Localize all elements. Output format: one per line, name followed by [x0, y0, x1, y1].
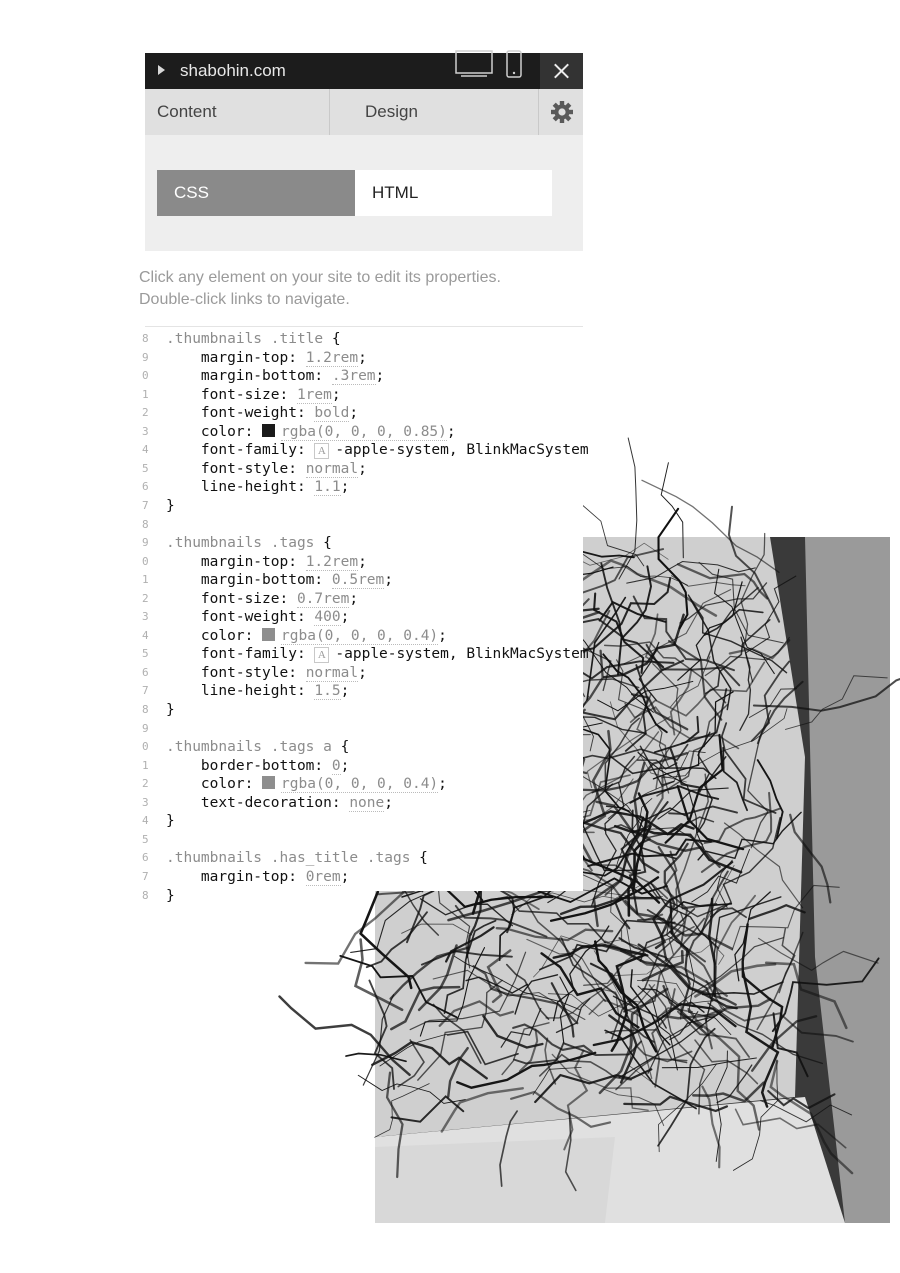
- css-value[interactable]: 1.2rem: [305, 553, 359, 570]
- code-line[interactable]: [142, 627, 605, 645]
- line-number: 4: [142, 443, 149, 457]
- code-line[interactable]: [142, 868, 605, 886]
- css-token: ;: [438, 776, 447, 793]
- code-line[interactable]: [142, 534, 605, 552]
- line-number: 0: [142, 554, 149, 568]
- code-line[interactable]: [142, 849, 605, 867]
- css-token: ;: [349, 590, 359, 607]
- code-line[interactable]: [142, 349, 605, 367]
- line-number: 4: [142, 628, 149, 642]
- css-value[interactable]: none: [349, 794, 385, 811]
- line-number: 9: [142, 350, 149, 364]
- code-line[interactable]: [142, 720, 605, 738]
- code-text: [166, 738, 349, 756]
- css-value[interactable]: 1.5: [314, 683, 341, 700]
- css-token: margin-bottom:: [166, 368, 332, 385]
- css-token: ;: [384, 794, 393, 811]
- css-token: font-size:: [166, 590, 297, 607]
- line-number: 3: [142, 610, 149, 624]
- code-text: [166, 608, 349, 626]
- code-line[interactable]: [142, 478, 605, 496]
- css-value[interactable]: 0rem: [305, 868, 341, 885]
- help-text-line-2: Double-click links to navigate.: [139, 291, 350, 308]
- code-line[interactable]: [142, 812, 605, 830]
- code-line[interactable]: [142, 404, 605, 422]
- css-token: ;: [384, 572, 393, 589]
- font-preview-icon[interactable]: A: [314, 443, 329, 459]
- css-selector: .thumbnails .tags: [166, 535, 324, 552]
- css-token: ;: [331, 386, 341, 403]
- css-token: ;: [438, 627, 447, 644]
- css-token: font-style:: [166, 460, 306, 477]
- line-number: 8: [142, 888, 149, 902]
- code-text: [166, 794, 393, 812]
- css-value[interactable]: 400: [314, 609, 341, 626]
- css-token: }: [166, 497, 175, 514]
- line-number: 5: [142, 647, 149, 661]
- line-number: 9: [142, 721, 149, 735]
- code-line[interactable]: [142, 608, 605, 626]
- line-number: 8: [142, 517, 149, 531]
- css-token: ;: [446, 423, 456, 440]
- css-token: {: [323, 535, 332, 552]
- line-number: 3: [142, 795, 149, 809]
- code-text: [166, 775, 447, 793]
- css-token: font-weight:: [166, 609, 315, 626]
- css-token: -apple-system, BlinkMacSystem: [335, 646, 589, 663]
- close-icon[interactable]: [540, 53, 583, 89]
- css-token: color:: [166, 423, 263, 440]
- code-type-selector: [145, 135, 583, 251]
- code-text: [166, 386, 341, 404]
- line-number: 4: [142, 814, 149, 828]
- css-selector: .thumbnails .has_title .tags: [166, 850, 420, 867]
- code-line[interactable]: [142, 645, 605, 663]
- code-line[interactable]: [142, 571, 605, 589]
- html-toggle-button[interactable]: HTML: [355, 170, 552, 216]
- code-line[interactable]: [142, 775, 605, 793]
- line-number: 1: [142, 387, 149, 401]
- css-token: font-style:: [166, 664, 306, 681]
- css-code-editor[interactable]: [142, 326, 589, 904]
- code-line[interactable]: [142, 386, 605, 404]
- help-text-line-1: Click any element on your site to edit its properties.: [139, 269, 501, 286]
- css-value[interactable]: 0: [331, 757, 341, 774]
- code-line[interactable]: [142, 738, 605, 756]
- css-token: {: [340, 739, 350, 756]
- css-token: ;: [349, 405, 359, 422]
- code-line[interactable]: [142, 553, 605, 571]
- code-text: [166, 497, 175, 515]
- color-swatch-icon[interactable]: [262, 776, 275, 789]
- panel-tabs: [145, 89, 583, 135]
- line-number: 3: [142, 424, 149, 438]
- css-token: {: [419, 850, 428, 867]
- line-number: 0: [142, 369, 149, 383]
- line-number: 8: [142, 332, 149, 345]
- css-token: color:: [166, 627, 263, 644]
- desktop-icon[interactable]: [455, 53, 493, 77]
- css-token: ;: [358, 349, 367, 366]
- css-token: ;: [340, 868, 350, 885]
- line-number: 6: [142, 851, 149, 865]
- code-text: [166, 627, 447, 645]
- code-line[interactable]: [142, 757, 605, 775]
- code-text: [166, 553, 367, 571]
- css-token: ;: [358, 664, 367, 681]
- editor-panel: [139, 53, 589, 904]
- css-value[interactable]: bold: [314, 405, 350, 422]
- code-text: [166, 367, 384, 385]
- css-value[interactable]: 1.2rem: [305, 349, 359, 366]
- code-text: [166, 887, 175, 905]
- css-token: font-family:: [166, 646, 315, 663]
- line-number: 0: [142, 740, 149, 754]
- css-value[interactable]: 1.1: [314, 479, 341, 496]
- code-text: [166, 404, 358, 422]
- code-text: [166, 664, 367, 682]
- help-text: [139, 267, 599, 311]
- code-line[interactable]: [142, 682, 605, 700]
- code-text: [166, 590, 358, 608]
- font-preview-icon[interactable]: A: [314, 647, 329, 663]
- tab-content[interactable]: Content: [145, 89, 330, 135]
- code-line[interactable]: [142, 701, 605, 719]
- code-line[interactable]: [142, 330, 605, 348]
- code-text: [166, 571, 393, 589]
- code-text: [166, 460, 367, 478]
- code-line[interactable]: [142, 887, 605, 905]
- line-number: 7: [142, 869, 149, 883]
- code-text: [166, 868, 349, 886]
- css-token: }: [166, 702, 175, 718]
- code-line[interactable]: [142, 516, 605, 534]
- css-token: line-height:: [166, 479, 315, 496]
- line-number: 7: [142, 684, 149, 698]
- browser-bar: [145, 53, 583, 89]
- gear-icon[interactable]: [539, 89, 583, 135]
- css-value[interactable]: rgba(0, 0, 0, 0.4): [281, 627, 439, 644]
- color-swatch-icon[interactable]: [262, 628, 275, 641]
- line-number: 2: [142, 406, 149, 420]
- css-token: line-height:: [166, 683, 315, 700]
- line-number: 9: [142, 536, 149, 550]
- code-line[interactable]: [142, 590, 605, 608]
- code-line[interactable]: [142, 794, 605, 812]
- tab-design[interactable]: Design: [331, 89, 539, 135]
- css-token: ;: [340, 757, 350, 774]
- css-token: border-bottom:: [166, 757, 332, 774]
- line-number: 7: [142, 498, 149, 512]
- css-token: margin-top:: [166, 553, 306, 570]
- css-token: margin-bottom:: [166, 572, 332, 589]
- css-value[interactable]: 0.5rem: [331, 572, 385, 589]
- css-value[interactable]: rgba(0, 0, 0, 0.4): [281, 776, 439, 793]
- css-token: font-weight:: [166, 405, 315, 422]
- css-token: ;: [340, 479, 350, 496]
- code-text: [166, 701, 175, 719]
- code-text: [166, 478, 349, 496]
- css-token: }: [166, 887, 175, 904]
- line-number: 2: [142, 591, 149, 605]
- code-line[interactable]: [142, 441, 605, 459]
- css-value[interactable]: 0.7rem: [296, 590, 350, 607]
- line-number: 1: [142, 758, 149, 772]
- css-token: text-decoration:: [166, 794, 350, 811]
- css-value[interactable]: .3rem: [331, 368, 376, 385]
- code-line[interactable]: [142, 460, 605, 478]
- code-text: [166, 645, 589, 663]
- css-token: ;: [358, 553, 367, 570]
- css-token: ;: [340, 683, 350, 700]
- line-number: 6: [142, 480, 149, 494]
- css-value[interactable]: rgba(0, 0, 0, 0.85): [281, 423, 447, 440]
- code-text: [166, 812, 175, 830]
- line-number: 6: [142, 665, 149, 679]
- css-token: ;: [375, 368, 385, 385]
- code-text: [166, 441, 589, 459]
- code-line[interactable]: [142, 367, 605, 385]
- css-value[interactable]: 1rem: [296, 386, 332, 403]
- css-token: {: [331, 331, 341, 347]
- line-number: 5: [142, 461, 149, 475]
- css-value[interactable]: normal: [305, 460, 359, 477]
- code-line[interactable]: [142, 831, 605, 849]
- color-swatch-icon[interactable]: [262, 424, 275, 437]
- code-text: [166, 349, 367, 367]
- site-url[interactable]: shabohin.com: [180, 61, 286, 80]
- css-selector: .thumbnails .tags a: [166, 739, 341, 756]
- code-text: [166, 757, 349, 775]
- line-number: 2: [142, 777, 149, 791]
- css-token: ;: [358, 460, 367, 477]
- css-token: }: [166, 813, 175, 830]
- css-token: -apple-system, BlinkMacSystem: [335, 442, 589, 459]
- css-token: font-family:: [166, 442, 315, 459]
- line-number: 8: [142, 703, 149, 716]
- css-token: margin-top:: [166, 868, 306, 885]
- code-line[interactable]: [142, 423, 605, 441]
- code-line[interactable]: [142, 497, 605, 515]
- code-text: [166, 682, 349, 700]
- css-token: font-size:: [166, 386, 297, 403]
- css-token: ;: [340, 609, 350, 626]
- code-text: [166, 330, 341, 348]
- code-line[interactable]: [142, 664, 605, 682]
- line-number: 5: [142, 832, 149, 846]
- css-value[interactable]: normal: [305, 664, 359, 681]
- line-number: 1: [142, 573, 149, 587]
- code-text: [166, 534, 332, 552]
- css-token: color:: [166, 776, 263, 793]
- css-selector: .thumbnails .title: [166, 331, 332, 347]
- code-text: [166, 849, 428, 867]
- css-token: margin-top:: [166, 349, 306, 366]
- code-text: [166, 423, 456, 441]
- css-toggle-button[interactable]: CSS: [157, 170, 355, 216]
- play-icon[interactable]: [158, 65, 165, 75]
- mobile-icon[interactable]: [506, 53, 522, 79]
